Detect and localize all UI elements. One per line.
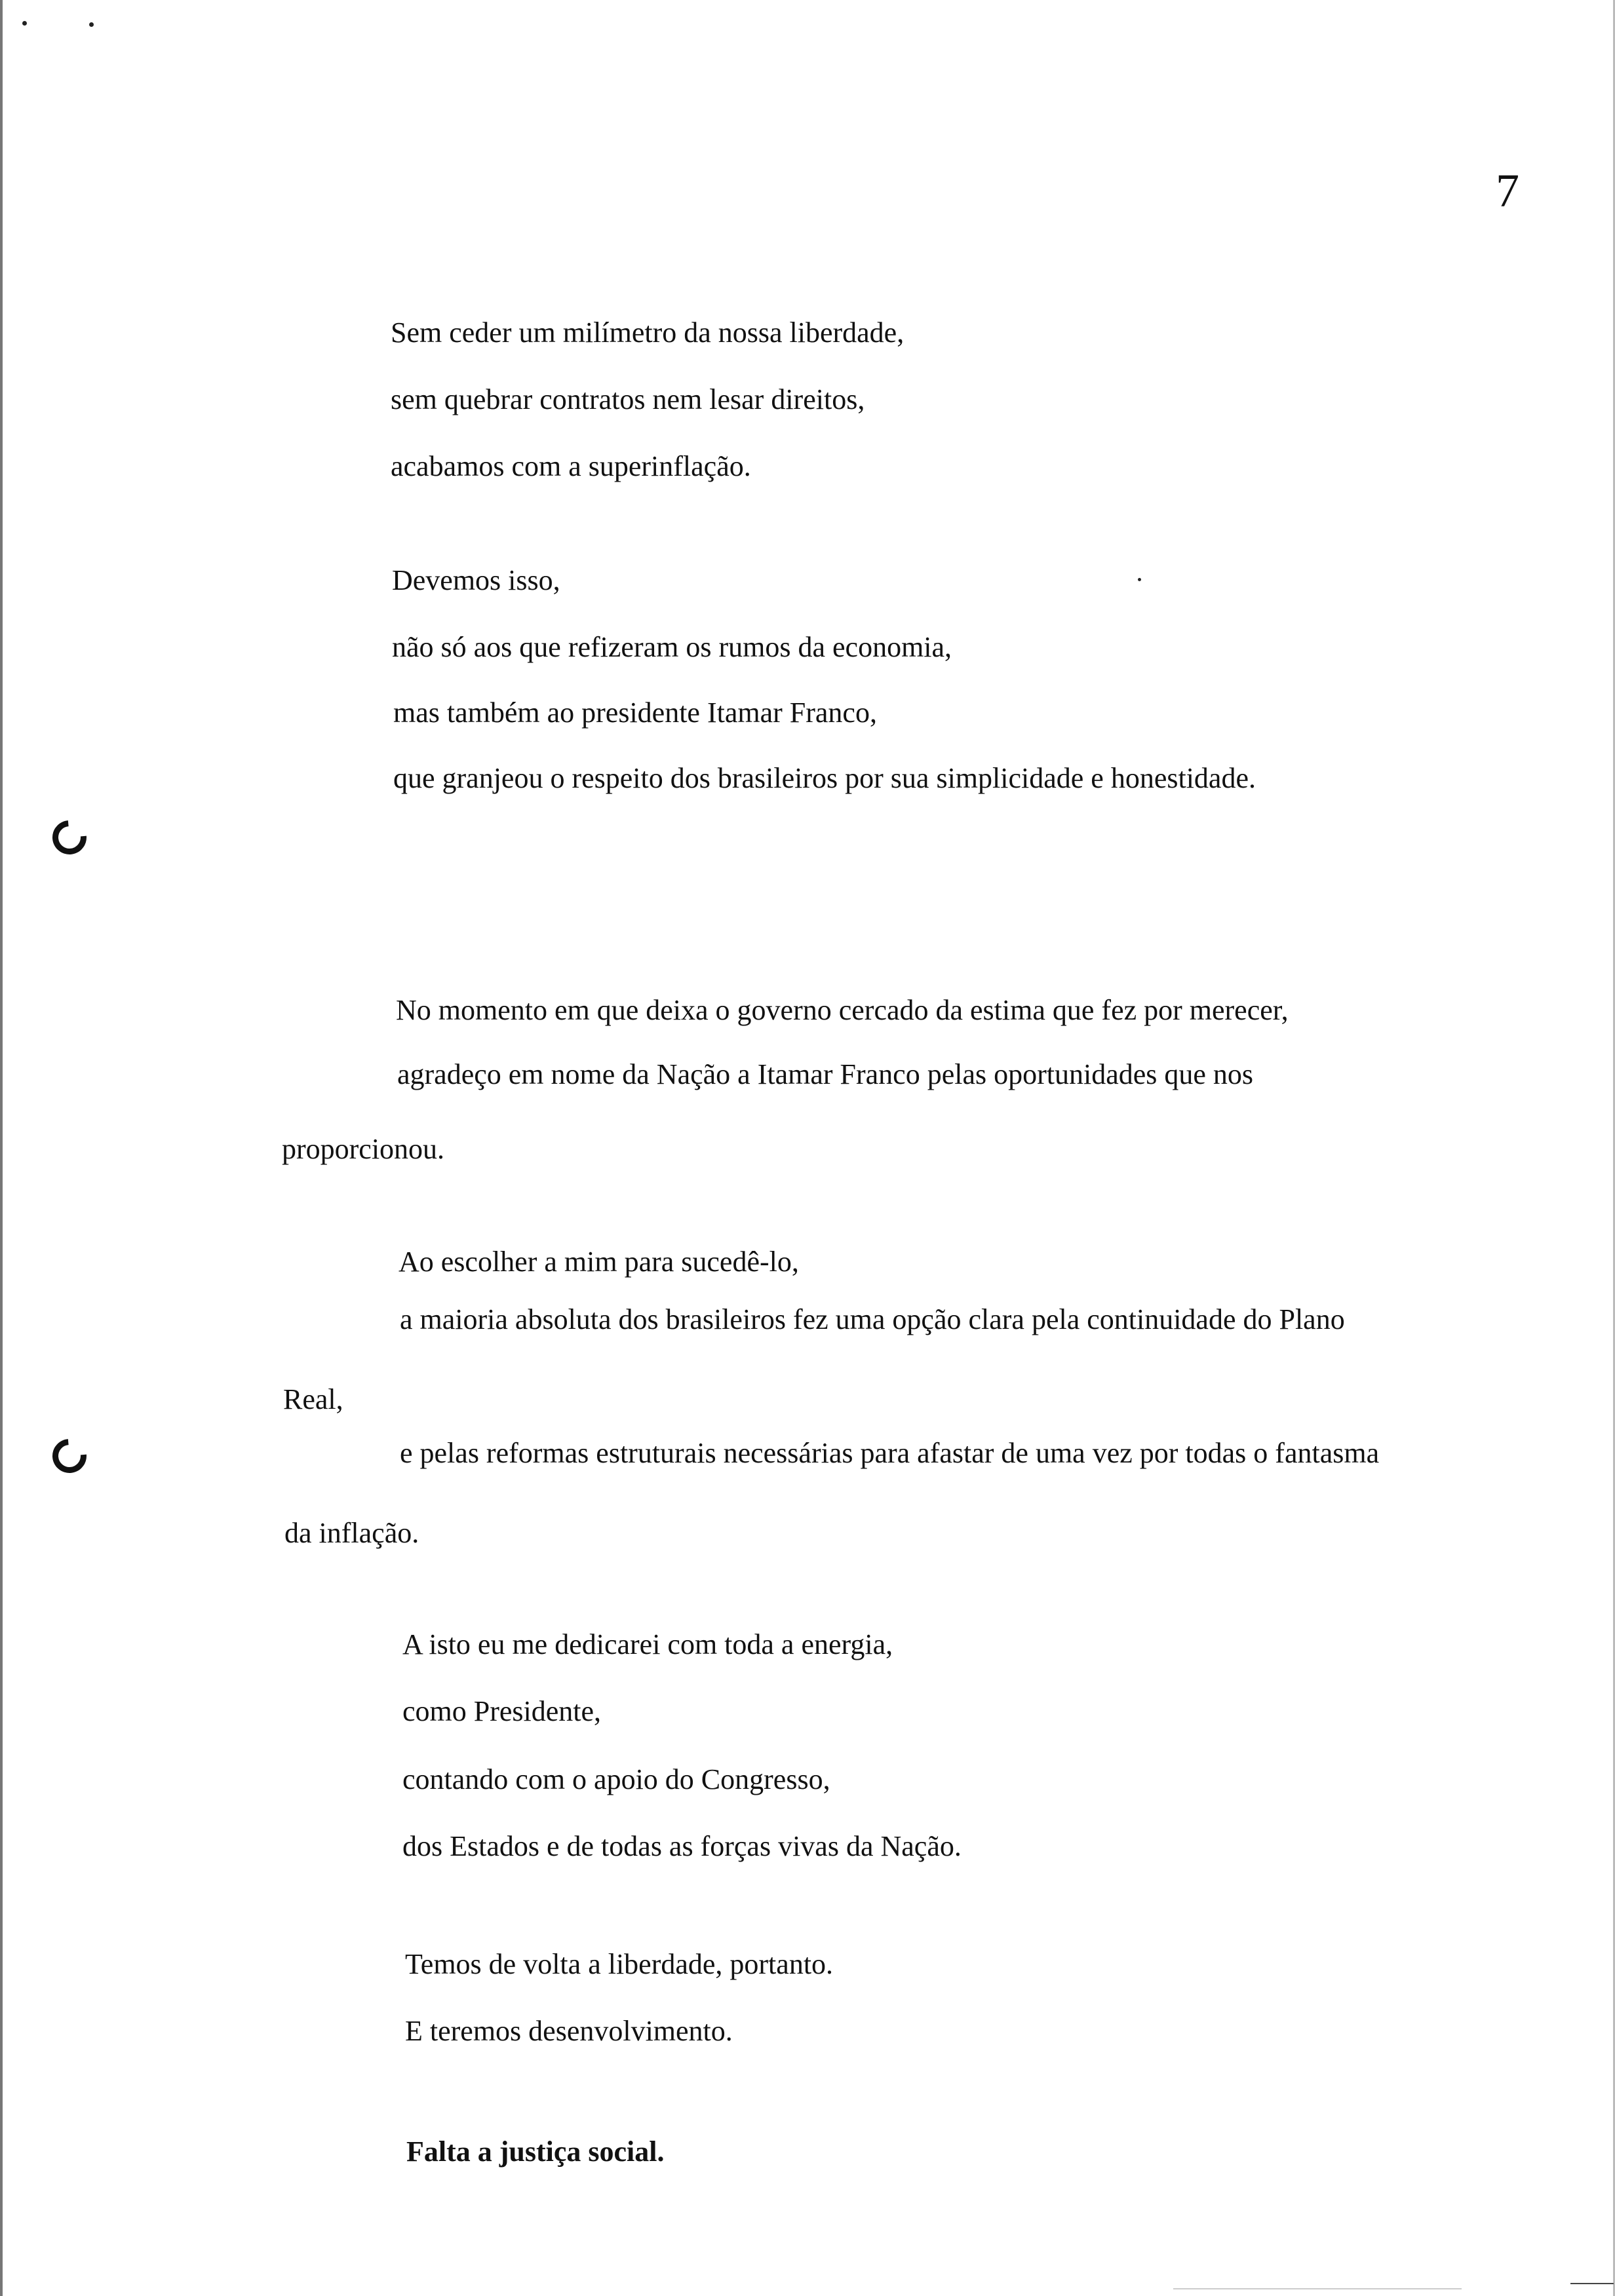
scan-artifact-rule xyxy=(1570,2283,1614,2284)
scan-speck xyxy=(22,21,27,26)
text-line: E teremos desenvolvimento. xyxy=(405,2015,733,2047)
text-line: da inflação. xyxy=(284,1517,419,1549)
text-line: agradeço em nome da Nação a Itamar Franco pelas oportunidades que nos xyxy=(397,1058,1254,1090)
page-number: 7 xyxy=(1496,164,1519,217)
punch-hole-icon xyxy=(45,813,93,861)
text-line: No momento em que deixa o governo cercado da estima que fez por merecer, xyxy=(396,994,1289,1026)
text-line: A isto eu me dedicarei com toda a energia, xyxy=(402,1628,893,1660)
text-line: e pelas reformas estruturais necessárias para afastar de uma vez por todas o fantasma xyxy=(400,1437,1380,1469)
text-line: a maioria absoluta dos brasileiros fez uma opção clara pela continuidade do Plano xyxy=(400,1303,1345,1335)
text-line: Ao escolher a mim para sucedê-lo, xyxy=(399,1246,799,1278)
text-line: como Presidente, xyxy=(402,1695,602,1727)
scan-speck xyxy=(1138,578,1141,581)
text-line: Temos de volta a liberdade, portanto. xyxy=(405,1948,834,1980)
text-line: Devemos isso, xyxy=(392,564,560,596)
page-left-edge xyxy=(0,0,3,2296)
text-line: contando com o apoio do Congresso, xyxy=(402,1763,830,1795)
text-line: Falta a justiça social. xyxy=(406,2135,665,2168)
text-line: dos Estados e de todas as forças vivas da Nação. xyxy=(402,1830,962,1862)
text-line: não só aos que refizeram os rumos da economia, xyxy=(392,631,952,663)
text-line: que granjeou o respeito dos brasileiros por sua simplicidade e honestidade. xyxy=(393,762,1256,794)
scan-speck xyxy=(89,22,94,27)
text-line: sem quebrar contratos nem lesar direitos, xyxy=(391,383,865,415)
scan-artifact-rule xyxy=(1173,2288,1462,2289)
text-line: Real, xyxy=(283,1383,343,1415)
text-line: mas também ao presidente Itamar Franco, xyxy=(393,697,877,729)
text-line: proporcionou. xyxy=(282,1133,445,1165)
text-line: acabamos com a superinflação. xyxy=(391,450,751,482)
text-line: Sem ceder um milímetro da nossa liberdade, xyxy=(391,316,905,349)
punch-hole-icon xyxy=(45,1432,93,1480)
